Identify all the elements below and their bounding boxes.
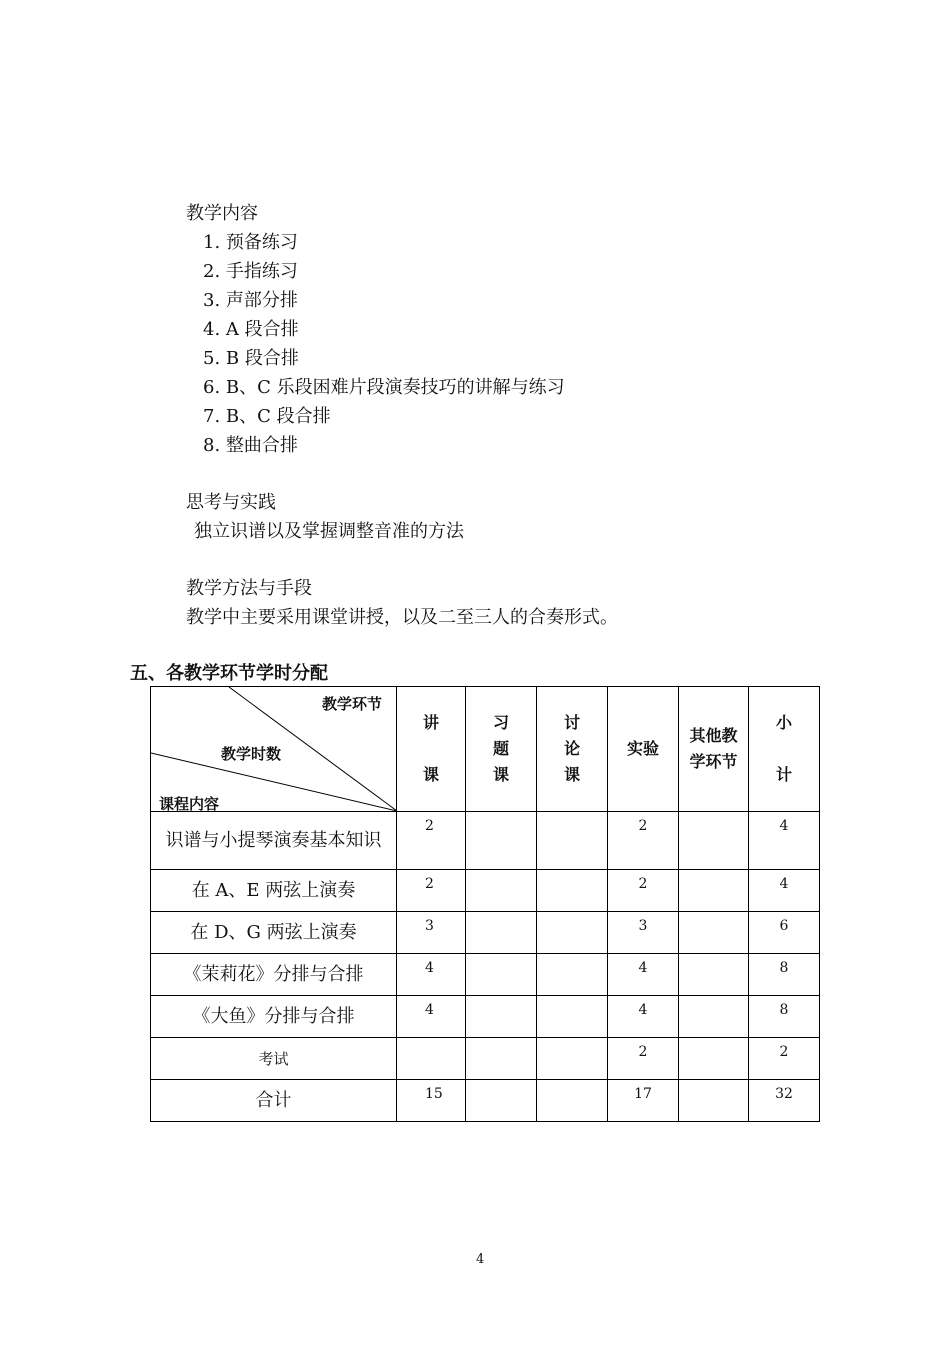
hours-cell-discussion — [537, 996, 608, 1038]
hours-cell-discussion — [537, 1080, 608, 1122]
column-header-discussion: 讨 论 课 — [537, 687, 608, 812]
page-number: 4 — [476, 1252, 485, 1267]
column-header-exercise: 习 题 课 — [466, 687, 537, 812]
table-row — [151, 912, 820, 954]
corner-label-hours: 教学时数 — [221, 745, 282, 763]
hours-cell-experiment: 3 — [608, 912, 679, 954]
hours-cell-exercise — [466, 1038, 537, 1080]
course-content-cell: 合计 — [151, 1080, 397, 1122]
teaching-content-item: 3. 声部分排 — [203, 290, 298, 311]
teaching-content-item: 2. 手指练习 — [203, 261, 298, 282]
course-content-cell: 考试 — [151, 1038, 397, 1080]
hours-cell-lecture — [397, 1038, 466, 1080]
hours-cell-lecture: 4 — [397, 996, 466, 1038]
hours-cell-discussion — [537, 870, 608, 912]
table-row — [151, 812, 820, 870]
course-content-cell: 《茉莉花》分排与合排 — [151, 954, 397, 996]
hours-cell-discussion — [537, 954, 608, 996]
hours-cell-exercise — [466, 812, 537, 870]
table-row — [151, 954, 820, 996]
method-text: 教学中主要采用课堂讲授，以及二至三人的合奏形式。 — [186, 607, 618, 628]
practice-heading: 思考与实践 — [186, 492, 276, 513]
hours-cell-exercise — [466, 1080, 537, 1122]
hours-cell-subtotal: 4 — [749, 812, 820, 870]
hours-cell-subtotal: 6 — [749, 912, 820, 954]
method-heading: 教学方法与手段 — [186, 578, 312, 599]
corner-label-teaching-segment: 教学环节 — [321, 695, 382, 713]
course-content-cell: 在 D、G 两弦上演奏 — [151, 912, 397, 954]
hours-cell-experiment: 2 — [608, 1038, 679, 1080]
practice-text: 独立识谱以及掌握调整音准的方法 — [194, 521, 464, 542]
hours-cell-experiment: 4 — [608, 996, 679, 1038]
hours-cell-lecture: 2 — [397, 812, 466, 870]
hours-cell-exercise — [466, 996, 537, 1038]
hours-cell-discussion — [537, 812, 608, 870]
hours-cell-experiment: 4 — [608, 954, 679, 996]
hours-cell-lecture: 4 — [397, 954, 466, 996]
teaching-content-list — [186, 228, 565, 460]
teaching-content-item: 6. B、C 乐段困难片段演奏技巧的讲解与练习 — [203, 377, 565, 398]
table-header-row — [151, 687, 820, 812]
hours-allocation-table — [150, 686, 820, 1122]
teaching-content-item: 1. 预备练习 — [203, 232, 298, 253]
hours-cell-other-segment — [679, 812, 749, 870]
teaching-content-item: 7. B、C 段合排 — [203, 406, 331, 427]
hours-cell-lecture: 3 — [397, 912, 466, 954]
table-row — [151, 1080, 820, 1122]
hours-cell-exercise — [466, 954, 537, 996]
table-title: 五、各教学环节学时分配 — [130, 663, 328, 684]
hours-cell-exercise — [466, 912, 537, 954]
corner-label-course-content: 课程内容 — [159, 795, 220, 813]
hours-cell-other-segment — [679, 870, 749, 912]
hours-cell-other-segment — [679, 912, 749, 954]
course-content-cell: 在 A、E 两弦上演奏 — [151, 870, 397, 912]
course-content-cell: 识谱与小提琴演奏基本知识 — [151, 812, 397, 870]
hours-cell-discussion — [537, 912, 608, 954]
hours-cell-experiment: 2 — [608, 870, 679, 912]
practice-section — [186, 488, 464, 546]
teaching-content-item: 5. B 段合排 — [203, 348, 299, 369]
course-content-cell: 《大鱼》分排与合排 — [151, 996, 397, 1038]
table-row — [151, 996, 820, 1038]
teaching-content-item: 8. 整曲合排 — [203, 435, 298, 456]
hours-cell-subtotal: 8 — [749, 996, 820, 1038]
table-body — [151, 812, 820, 1122]
hours-cell-experiment: 2 — [608, 812, 679, 870]
hours-cell-lecture: 2 — [397, 870, 466, 912]
hours-cell-experiment: 17 — [608, 1080, 679, 1122]
column-header-subtotal: 小 计 — [749, 687, 820, 812]
corner-header-cell — [151, 687, 397, 812]
hours-cell-other-segment — [679, 1080, 749, 1122]
hours-cell-exercise — [466, 870, 537, 912]
hours-cell-subtotal: 32 — [749, 1080, 820, 1122]
hours-cell-subtotal: 2 — [749, 1038, 820, 1080]
table-row — [151, 870, 820, 912]
method-section — [186, 574, 618, 632]
hours-cell-subtotal: 8 — [749, 954, 820, 996]
hours-cell-other-segment — [679, 1038, 749, 1080]
column-header-other-segment: 其他教 学环节 — [679, 687, 749, 812]
column-header-lecture: 讲 课 — [397, 687, 466, 812]
teaching-content-item: 4. A 段合排 — [203, 319, 299, 340]
teaching-content-heading: 教学内容 — [186, 203, 258, 224]
teaching-content-section — [186, 199, 565, 460]
hours-cell-discussion — [537, 1038, 608, 1080]
hours-cell-subtotal: 4 — [749, 870, 820, 912]
column-header-experiment: 实验 — [608, 687, 679, 812]
hours-cell-other-segment — [679, 996, 749, 1038]
table-row — [151, 1038, 820, 1080]
hours-cell-lecture: 15 — [397, 1080, 466, 1122]
hours-cell-other-segment — [679, 954, 749, 996]
